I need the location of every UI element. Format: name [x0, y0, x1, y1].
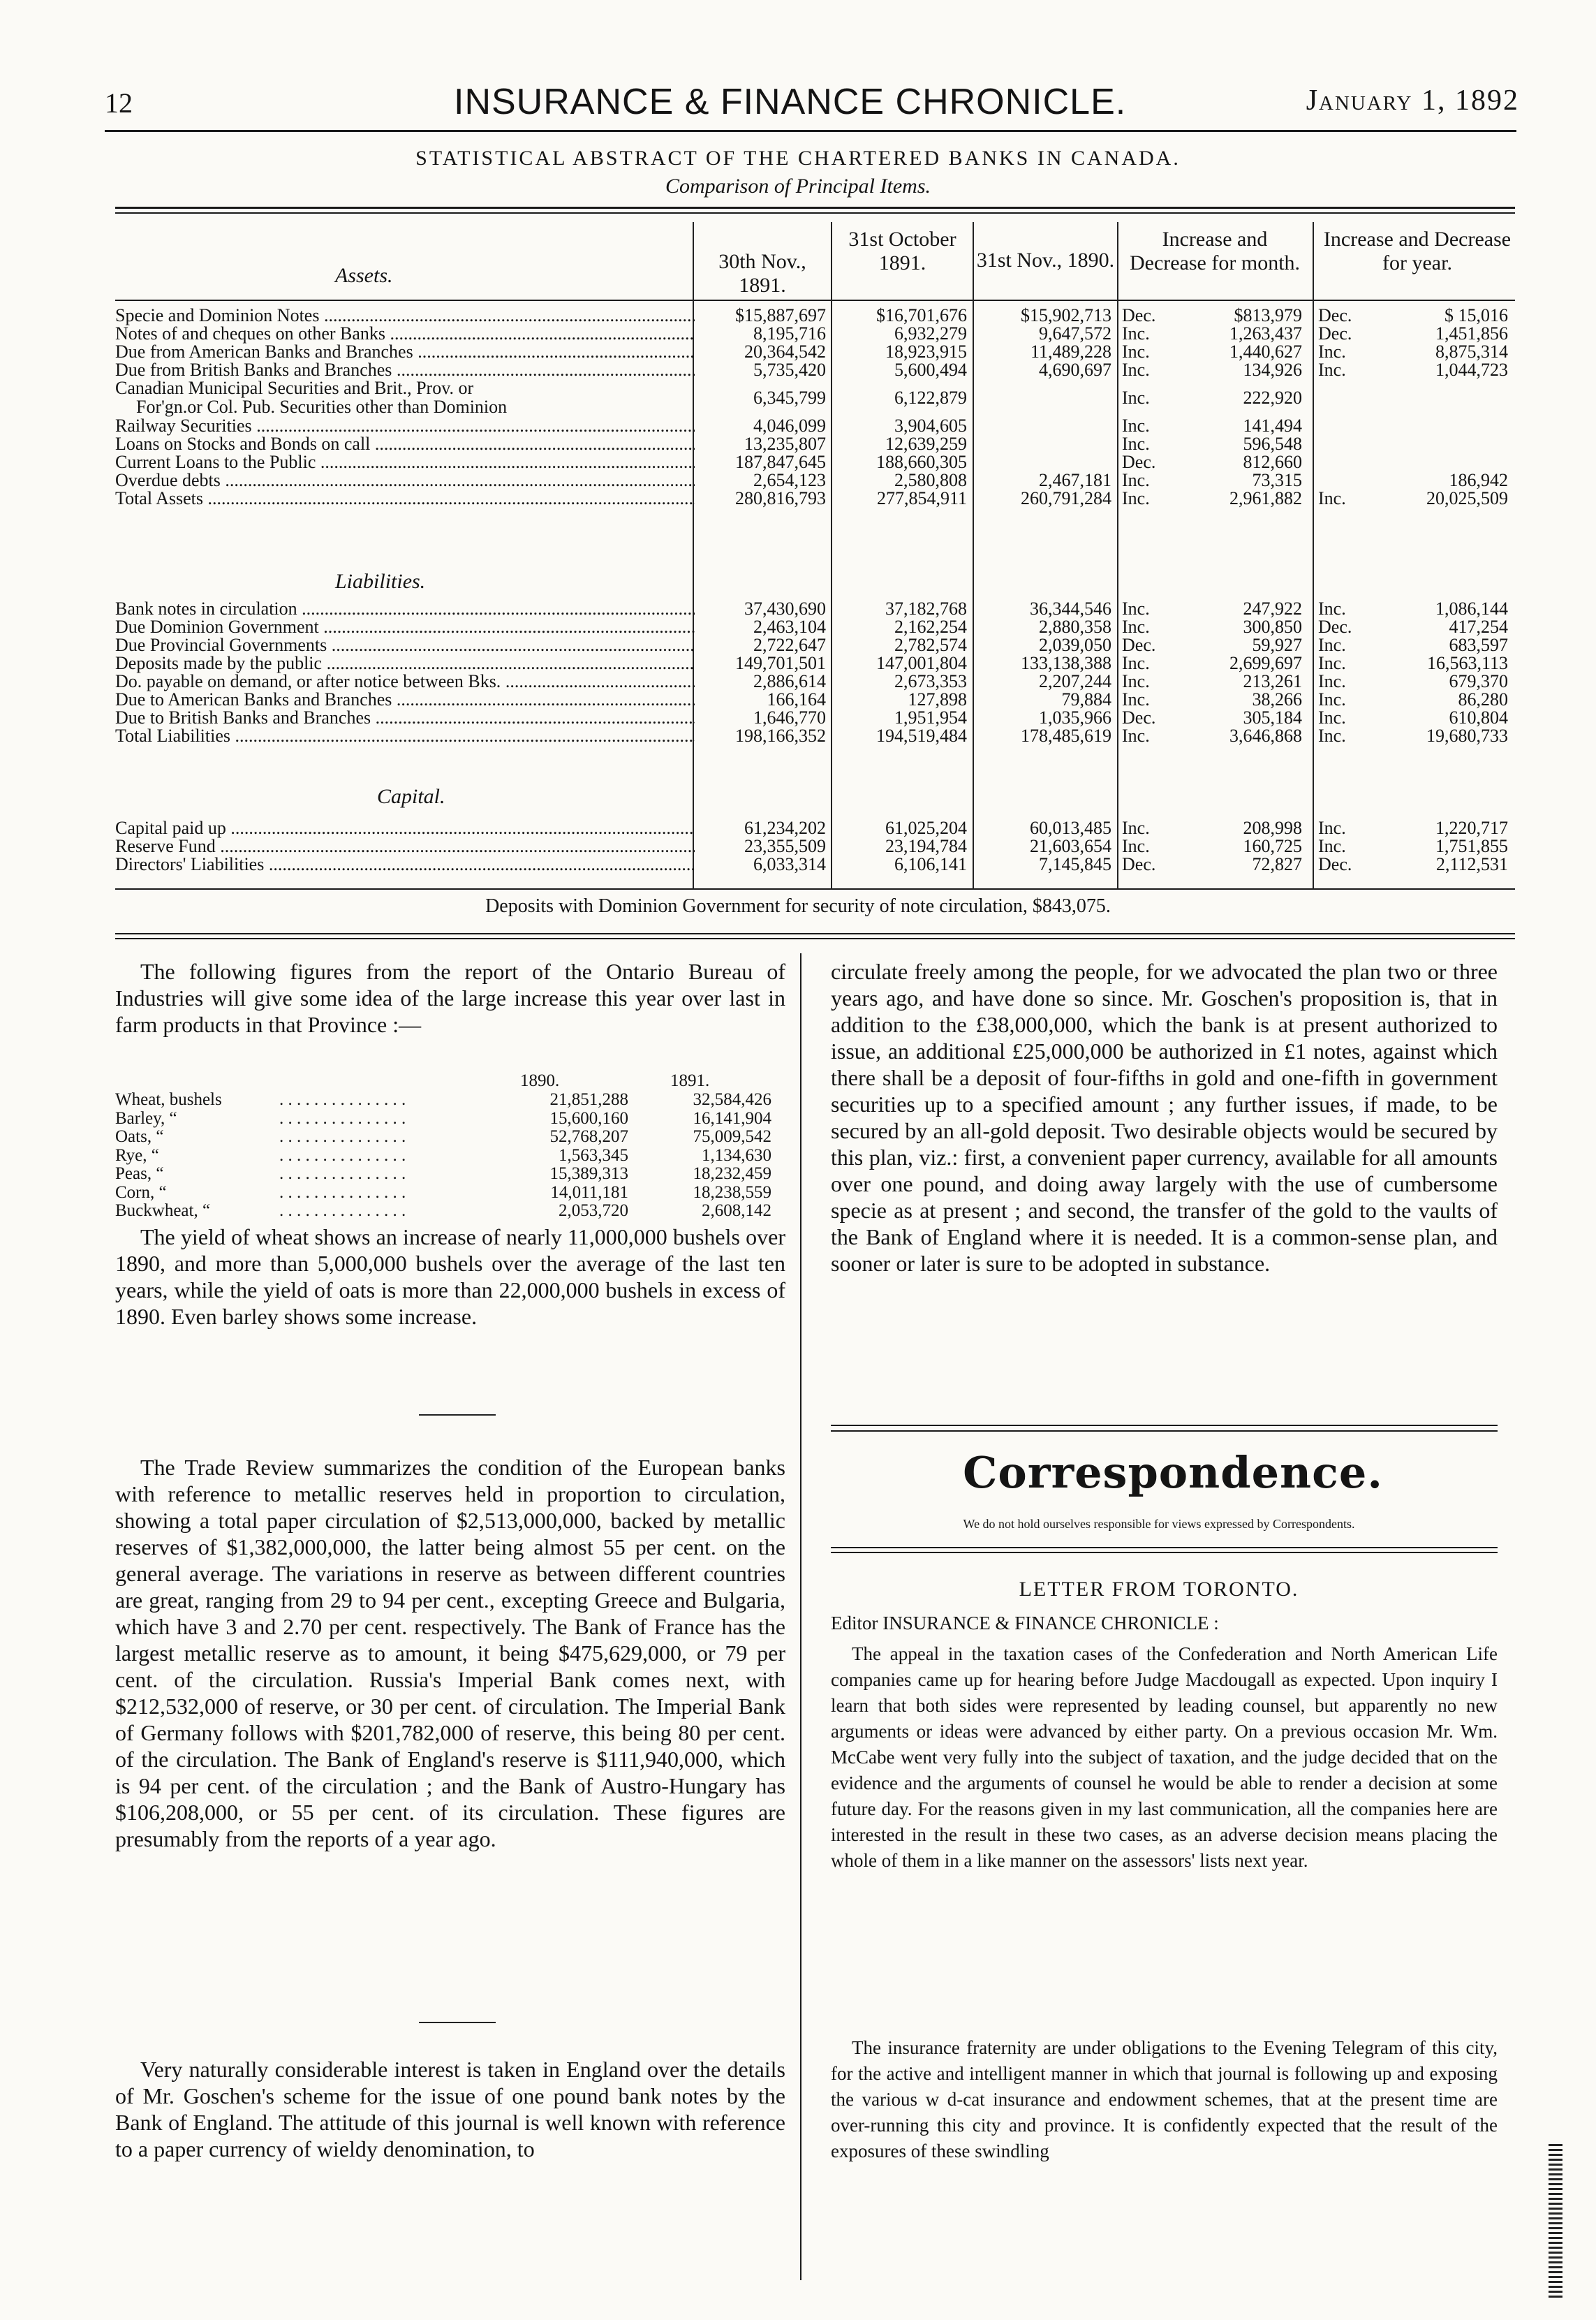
crop-name: Barley, “: [115, 1108, 177, 1128]
cell-c3: 11,489,228: [1030, 342, 1111, 362]
cell-y-val: 20,025,509: [1426, 488, 1508, 508]
cell-y-val: 1,086,144: [1435, 599, 1508, 619]
row-label: Do. payable on demand, or after notice between Bks. .....: [115, 672, 695, 691]
row-label-continued: For'gn.or Col. Pub. Securities other than Dominion: [136, 397, 508, 417]
cell-y-val: 683,597: [1449, 635, 1508, 655]
cell-c1: 13,235,807: [744, 434, 826, 454]
cell-c1: 6,033,314: [753, 854, 826, 874]
cell-c1: 23,355,509: [744, 836, 826, 856]
crop-name: Buckwheat, “: [115, 1201, 211, 1220]
cell-m-val: 247,922: [1243, 599, 1302, 619]
cell-m-dir: Inc.: [1122, 599, 1150, 619]
trade-review-paragraph: The Trade Review summarizes the condition of the European banks with reference to metallic reserves held in proportion to circulation, showing a total paper circulation of $2,513,000,000, backed by metallic reserves of $1,382,000,000, the latter being almost 55 per cent. on the general average. The variations in reserve as between different countries are great, ranging from 29 to 94 per cent., excepting Greece and Bulgaria, which have 3 and 2.70 per cent. respectively. The Bank of France has the largest metallic reserve as to amount, it being $475,629,000, or 79 per cent. of the circulation. Russia's Imperial Bank comes next, with $212,532,000 of reserve, or 30 per cent. of circulation. The Imperial Bank of Germany follows with $201,782,000 of reserve, this being 80 per cent. of the circulation. The Bank of England's reserve is $111,940,000, which is 94 per cent. of the circulation ; and the Bank of Austro-Hungary has $106,208,000, or 55 per cent. of its circulation. These figures are presumably from the reports of a year ago.: [115, 1455, 785, 1851]
cell-y-dir: Inc.: [1318, 488, 1346, 508]
cell-m-dir: Inc.: [1122, 488, 1150, 508]
section-rule: [831, 1425, 1498, 1426]
cell-m-val: 208,998: [1243, 818, 1302, 838]
cell-c3: 4,690,697: [1039, 360, 1111, 380]
cell-m-val: 141,494: [1243, 416, 1302, 436]
cell-m-val: 38,266: [1252, 689, 1302, 710]
cell-y-val: 2,112,531: [1435, 854, 1508, 874]
row-label: Due to British Banks and Branches .....: [115, 708, 695, 728]
cell-y-val: 679,370: [1449, 671, 1508, 691]
cell-c2: 2,580,808: [894, 470, 967, 490]
cell-m-val: 812,660: [1243, 452, 1302, 472]
cell-y-dir: Inc.: [1318, 635, 1346, 655]
cell-y-val: 86,280: [1458, 689, 1508, 710]
deposits-note: Deposits with Dominion Government for security of note circulation, $843,075.: [485, 895, 1111, 917]
cell-y-val: 19,680,733: [1426, 726, 1508, 746]
cell-m-dir: Inc.: [1122, 836, 1150, 856]
cell-c1: $15,887,697: [735, 305, 826, 325]
table-subtitle: Comparison of Principal Items.: [665, 175, 931, 198]
cell-c1: 2,722,647: [753, 635, 826, 655]
column-rule: [1313, 222, 1314, 890]
correspondence-disclaimer: We do not hold ourselves responsible for views expressed by Correspondents.: [963, 1517, 1355, 1531]
cell-c3: 178,485,619: [1021, 726, 1111, 746]
cell-m-val: 300,850: [1243, 617, 1302, 637]
crop-year-1891: 1891.: [670, 1071, 710, 1090]
cell-m-dir: Inc.: [1122, 653, 1150, 673]
cell-c3: 133,138,388: [1021, 653, 1111, 673]
cell-c1: 1,646,770: [753, 707, 826, 728]
row-label: Due to American Banks and Branches .....: [115, 690, 695, 710]
header-rule: [105, 130, 1516, 132]
cell-c2: 18,923,915: [885, 342, 967, 362]
cell-y-dir: Inc.: [1318, 653, 1346, 673]
cell-m-val: 59,927: [1252, 635, 1302, 655]
cell-c2: 3,904,605: [894, 416, 967, 436]
cell-m-dir: Dec.: [1122, 452, 1156, 472]
cell-y-val: 1,220,717: [1435, 818, 1508, 838]
section-rule: [831, 1547, 1498, 1548]
cell-c3: 79,884: [1061, 689, 1111, 710]
cell-y-val: 8,875,314: [1435, 342, 1508, 362]
row-label: Loans on Stocks and Bonds on call .....: [115, 434, 695, 454]
cell-y-val: 610,804: [1449, 707, 1508, 728]
cell-c2: 277,854,911: [876, 488, 967, 508]
cell-c1: 2,886,614: [753, 671, 826, 691]
cell-c1: 5,735,420: [753, 360, 826, 380]
crop-value-1891: 18,232,459: [693, 1164, 771, 1183]
row-label: Overdue debts .....: [115, 471, 695, 490]
column-divider: [800, 953, 801, 2280]
cell-y-val: 417,254: [1449, 617, 1508, 637]
col-header-year-change: Increase and Decrease for year.: [1323, 228, 1512, 274]
cell-c3: 2,039,050: [1039, 635, 1111, 655]
cell-c2: 6,122,879: [894, 388, 967, 408]
cell-y-dir: Inc.: [1318, 726, 1346, 746]
cell-m-val: $813,979: [1234, 305, 1302, 325]
leader-dots: . . . . . . . . . . . . . . .: [279, 1201, 406, 1220]
cell-c3: 9,647,572: [1039, 323, 1111, 344]
cell-m-dir: Inc.: [1122, 434, 1150, 454]
crop-name: Corn, “: [115, 1182, 167, 1202]
crop-value-1891: 2,608,142: [702, 1201, 771, 1220]
cell-c2: $16,701,676: [876, 305, 967, 325]
table-title: STATISTICAL ABSTRACT OF THE CHARTERED BANKS IN CANADA.: [415, 147, 1181, 170]
cell-c3: 2,207,244: [1039, 671, 1111, 691]
row-label: Reserve Fund .....: [115, 837, 695, 856]
cell-c3: 36,344,546: [1030, 599, 1111, 619]
cell-c1: 61,234,202: [744, 818, 826, 838]
row-label: Due Dominion Government .....: [115, 617, 695, 637]
crop-value-1890: 2,053,720: [559, 1201, 628, 1220]
cell-m-dir: Inc.: [1122, 617, 1150, 637]
crop-value-1890: 15,600,160: [549, 1108, 628, 1128]
section-rule-2: [831, 1552, 1498, 1553]
cell-y-dir: Inc.: [1318, 707, 1346, 728]
row-label: Directors' Liabilities .....: [115, 855, 695, 874]
leader-dots: . . . . . . . . . . . . . . .: [279, 1108, 406, 1128]
row-label: Due Provincial Governments .....: [115, 636, 695, 655]
assets-heading: Assets.: [335, 264, 393, 287]
cell-c2: 127,898: [908, 689, 967, 710]
letter-salutation: Editor INSURANCE & FINANCE CHRONICLE :: [831, 1613, 1219, 1633]
row-label: Due from American Banks and Branches .....: [115, 342, 695, 362]
cell-m-dir: Inc.: [1122, 818, 1150, 838]
cell-c1: 149,701,501: [735, 653, 826, 673]
cell-m-val: 72,827: [1252, 854, 1302, 874]
cell-m-val: 3,646,868: [1229, 726, 1302, 746]
cell-c1: 166,164: [767, 689, 826, 710]
col-header-nov-1890: 31st Nov., 1890.: [976, 249, 1115, 272]
cell-m-val: 134,926: [1243, 360, 1302, 380]
section-rule-2: [115, 938, 1515, 939]
cell-c1: 4,046,099: [753, 416, 826, 436]
goschen-continued-paragraph: circulate freely among the people, for we advocated the plan two or three years ago, and have done so since. Mr. Goschen's proposition is, that in addition to the £38,000,000, which the bank is at present authorized to issue, an additional £25,000,000 be authorized in £1 notes, against which there shall be a deposit of four-fifths in gold and one-fifth in government securities up to a specified amount ; any further issues, if made, to be secured by an all-gold deposit. Two desirable objects would be secured by this plan, viz.: first, a convenient paper currency, available for all amounts over one pound, and doing away largely with the use of cumbersome specie as at present ; and second, the transfer of the gold to the vaults of the Bank of England where it is needed. It is a common-sense plan, and sooner or later is sure to be adopted in substance.: [831, 959, 1498, 1276]
cell-m-val: 2,961,882: [1229, 488, 1302, 508]
cell-y-dir: Inc.: [1318, 342, 1346, 362]
cell-m-val: 160,725: [1243, 836, 1302, 856]
cell-m-dir: Dec.: [1122, 854, 1156, 874]
cell-m-val: 596,548: [1243, 434, 1302, 454]
cell-y-dir: Inc.: [1318, 360, 1346, 380]
cell-m-dir: Dec.: [1122, 305, 1156, 325]
row-label: Specie and Dominion Notes .....: [115, 306, 695, 325]
correspondence-heading: Correspondence.: [963, 1447, 1383, 1498]
crop-value-1890: 21,851,288: [549, 1090, 628, 1109]
ontario-intro-paragraph: The following figures from the report of the Ontario Bureau of Industries will give some idea of the large increase this year over last in farm products in that Province :—: [115, 959, 785, 1037]
cell-m-val: 2,699,697: [1229, 653, 1302, 673]
goschen-paragraph: Very naturally considerable interest is taken in England over the details of Mr. Goschen's scheme for the issue of one pound bank notes by the Bank of England. The attitude of this journal is well known with reference to a paper currency of wieldy denomination, to: [115, 2057, 785, 2161]
cell-c3: 2,880,358: [1039, 617, 1111, 637]
cell-c2: 37,182,768: [885, 599, 967, 619]
cell-c1: 8,195,716: [753, 323, 826, 344]
crop-name: Peas, “: [115, 1164, 164, 1183]
row-label: Railway Securities .....: [115, 416, 695, 436]
letter-paragraph-2: The insurance fraternity are under obligations to the Evening Telegram of this city, for the active and intelligent manner in which that journal is following up and exposing the various w d-cat insurance and endowment schemes, that at the present time are over-running this city and province. It is confidently expected that the result of the exposures of these swindling: [831, 2037, 1498, 2161]
cell-m-val: 305,184: [1243, 707, 1302, 728]
capital-heading: Capital.: [377, 785, 445, 808]
cell-y-dir: Dec.: [1318, 305, 1352, 325]
cell-c1: 2,463,104: [753, 617, 826, 637]
cell-y-val: 1,751,855: [1435, 836, 1508, 856]
leader-dots: . . . . . . . . . . . . . . .: [279, 1127, 406, 1146]
column-rule: [973, 222, 974, 890]
crop-value-1890: 1,563,345: [559, 1145, 628, 1165]
cell-y-val: 1,044,723: [1435, 360, 1508, 380]
cell-c1: 20,364,542: [744, 342, 826, 362]
row-label: Deposits made by the public .....: [115, 654, 695, 673]
cell-y-dir: Dec.: [1318, 323, 1352, 344]
cell-c1: 280,816,793: [735, 488, 826, 508]
crop-year-1890: 1890.: [520, 1071, 560, 1090]
col-header-oct-1891: 31st October 1891.: [848, 228, 956, 274]
section-rule-2: [831, 1430, 1498, 1432]
cell-c1: 37,430,690: [744, 599, 826, 619]
row-label: Canadian Municipal Securities and Brit., Prov. or: [115, 379, 474, 398]
crop-value-1890: 15,389,313: [549, 1164, 628, 1183]
cell-y-val: $ 15,016: [1444, 305, 1508, 325]
leader-dots: . . . . . . . . . . . . . . .: [279, 1090, 406, 1109]
cell-c2: 194,519,484: [876, 726, 967, 746]
table-top-rule: [115, 207, 1515, 209]
section-rule: [115, 933, 1515, 934]
crop-value-1890: 52,768,207: [549, 1127, 628, 1146]
cell-c2: 12,639,259: [885, 434, 967, 454]
cell-m-val: 73,315: [1252, 470, 1302, 490]
letter-paragraph-1: The appeal in the taxation cases of the Confederation and North American Life companies came up for hearing before Judge Macdougall as expected. Upon inquiry I learn that both sides were represented by leading counsel, but apparently no new arguments or ideas were advanced by either party. On a previous occasion Mr. Wm. McCabe went very fully into the subject of taxation, and the judge decided that on the evidence and the arguments of counsel he would be able to render a decision at some future day. For the reasons given in my last communication, all the companies here are interested in the result in these two cases, as an adverse decision means placing the whole of them in a like manner on the assessors' lists next year.: [831, 1643, 1498, 1871]
col-header-month-change: Increase and Decrease for month.: [1129, 228, 1301, 274]
cell-c3: $15,902,713: [1021, 305, 1111, 325]
row-label: Current Loans to the Public .....: [115, 453, 695, 472]
crop-name: Rye, “: [115, 1145, 159, 1165]
table-bottom-rule: [115, 888, 1515, 890]
cell-c2: 188,660,305: [876, 452, 967, 472]
leader-dots: . . . . . . . . . . . . . . .: [279, 1145, 406, 1165]
crop-value-1891: 75,009,542: [693, 1127, 771, 1146]
liabilities-heading: Liabilities.: [335, 570, 426, 593]
letter-title: LETTER FROM TORONTO.: [1019, 1578, 1299, 1601]
column-rule: [1117, 222, 1118, 890]
page-number: 12: [105, 87, 133, 119]
cell-c2: 6,932,279: [894, 323, 967, 344]
crop-value-1891: 32,584,426: [693, 1090, 771, 1109]
cell-m-dir: Inc.: [1122, 360, 1150, 380]
cell-y-dir: Inc.: [1318, 818, 1346, 838]
cell-m-dir: Inc.: [1122, 416, 1150, 436]
cell-c2: 23,194,784: [885, 836, 967, 856]
cell-c2: 2,162,254: [894, 617, 967, 637]
crop-value-1891: 18,238,559: [693, 1182, 771, 1202]
cell-m-val: 1,263,437: [1229, 323, 1302, 344]
issue-date: January 1, 1892: [1306, 85, 1519, 117]
crop-value-1891: 16,141,904: [693, 1108, 771, 1128]
cell-m-val: 213,261: [1243, 671, 1302, 691]
row-label: Notes of and cheques on other Banks .....: [115, 324, 695, 344]
column-rule: [831, 222, 832, 890]
cell-y-dir: Inc.: [1318, 599, 1346, 619]
cell-m-dir: Inc.: [1122, 342, 1150, 362]
cell-y-dir: Dec.: [1318, 617, 1352, 637]
publication-title: INSURANCE & FINANCE CHRONICLE.: [454, 82, 1127, 122]
section-divider: [419, 1414, 496, 1416]
cell-c3: 2,467,181: [1039, 470, 1111, 490]
cell-c1: 2,654,123: [753, 470, 826, 490]
wheat-paragraph: The yield of wheat shows an increase of nearly 11,000,000 bushels over 1890, and more than 5,000,000 bushels over the average of the last ten years, while the yield of oats is more than 22,000,000 bushels in excess of 1890. Even barley shows some increase.: [115, 1224, 785, 1329]
cell-c2: 61,025,204: [885, 818, 967, 838]
cell-c1: 6,345,799: [753, 388, 826, 408]
cell-c3: 7,145,845: [1039, 854, 1111, 874]
row-label: Bank notes in circulation .....: [115, 599, 695, 619]
cell-m-dir: Dec.: [1122, 635, 1156, 655]
cell-c2: 1,951,954: [894, 707, 967, 728]
crop-name: Wheat, bushels: [115, 1090, 222, 1109]
cell-c1: 198,166,352: [735, 726, 826, 746]
cell-m-dir: Dec.: [1122, 707, 1156, 728]
crop-name: Oats, “: [115, 1127, 164, 1146]
cell-m-val: 1,440,627: [1229, 342, 1302, 362]
cell-y-dir: Inc.: [1318, 671, 1346, 691]
cell-m-dir: Inc.: [1122, 388, 1150, 408]
cell-c2: 6,106,141: [894, 854, 967, 874]
row-label: Total Assets .....: [115, 489, 695, 508]
section-divider: [419, 2022, 496, 2023]
cell-y-dir: Inc.: [1318, 836, 1346, 856]
cell-c3: 1,035,966: [1039, 707, 1111, 728]
cell-m-dir: Inc.: [1122, 726, 1150, 746]
crop-value-1891: 1,134,630: [702, 1145, 771, 1165]
cell-y-val: 186,942: [1449, 470, 1508, 490]
cell-c3: 60,013,485: [1030, 818, 1111, 838]
col-header-nov-1891: 30th Nov., 1891.: [718, 250, 806, 297]
margin-mark: [1549, 2144, 1562, 2298]
cell-c2: 5,600,494: [894, 360, 967, 380]
cell-m-dir: Inc.: [1122, 671, 1150, 691]
cell-m-dir: Inc.: [1122, 689, 1150, 710]
leader-dots: . . . . . . . . . . . . . . .: [279, 1164, 406, 1183]
leader-dots: . . . . . . . . . . . . . . .: [279, 1182, 406, 1202]
cell-y-val: 1,451,856: [1435, 323, 1508, 344]
table-top-rule-2: [115, 212, 1515, 214]
crop-value-1890: 14,011,181: [550, 1182, 628, 1202]
row-label: Capital paid up .....: [115, 818, 695, 838]
cell-m-dir: Inc.: [1122, 323, 1150, 344]
cell-c2: 147,001,804: [876, 653, 967, 673]
cell-c2: 2,782,574: [894, 635, 967, 655]
cell-y-val: 16,563,113: [1426, 653, 1508, 673]
cell-m-dir: Inc.: [1122, 470, 1150, 490]
table-header-rule: [115, 300, 1515, 301]
cell-y-dir: Inc.: [1318, 689, 1346, 710]
cell-y-dir: Dec.: [1318, 854, 1352, 874]
row-label: Total Liabilities .....: [115, 726, 695, 746]
row-label: Due from British Banks and Branches .....: [115, 360, 695, 380]
cell-c3: 260,791,284: [1021, 488, 1111, 508]
cell-m-val: 222,920: [1243, 388, 1302, 408]
cell-c2: 2,673,353: [894, 671, 967, 691]
cell-c1: 187,847,645: [735, 452, 826, 472]
cell-c3: 21,603,654: [1030, 836, 1111, 856]
